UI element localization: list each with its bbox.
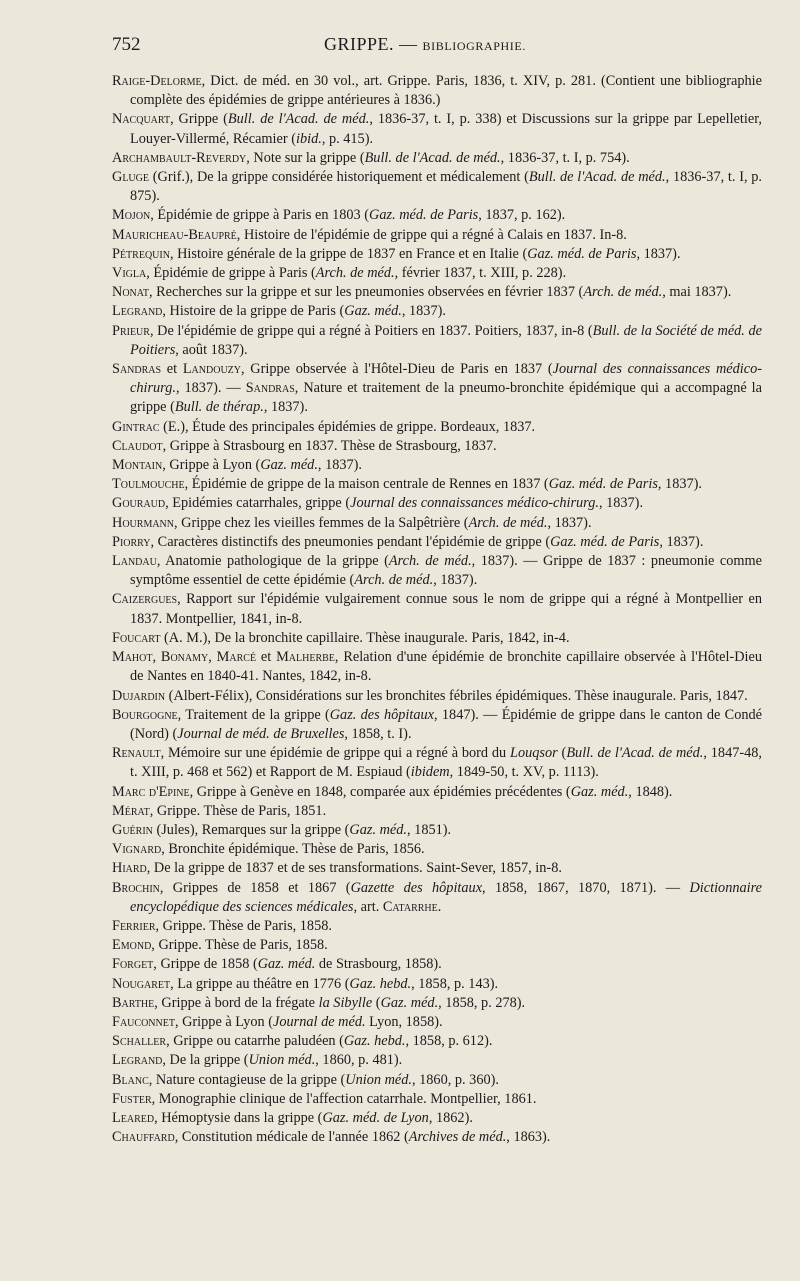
entry-text: (Jules), Remarques sur la grippe ( xyxy=(152,821,350,838)
entry-author: Legrand xyxy=(112,1052,163,1069)
bibliography-entry xyxy=(112,975,762,994)
running-head-separator: — xyxy=(399,34,418,54)
entry-text: , 1848). xyxy=(628,783,673,800)
entry-title: Gaz. méd. de Paris xyxy=(527,245,637,262)
entry-title: Arch. de méd. xyxy=(354,572,434,589)
entry-text: , De la grippe ( xyxy=(162,1052,249,1069)
bibliography-entry xyxy=(112,514,762,533)
bibliography-entry xyxy=(112,859,762,878)
entry-title: Union méd. xyxy=(345,1071,412,1088)
entry-text: (Albert-Félix), Considérations sur les bronchites fébriles épidémiques. Thèse inaugurale. Paris, 1847. xyxy=(165,687,748,704)
entry-text: , Histoire de l'épidémie de grippe qui a régné à Calais en 1837. In-8. xyxy=(236,226,627,243)
bibliography-entry xyxy=(112,783,762,802)
entry-text: , Grippe. Thèse de Paris, 1851. xyxy=(149,802,327,819)
bibliography-entry xyxy=(112,840,762,859)
entry-title: Journal de méd. de Bruxelles xyxy=(177,725,345,742)
entry-text: , art. xyxy=(353,898,383,915)
entry-title: Gaz. méd. de Lyon xyxy=(322,1109,429,1126)
entry-text: , Épidémie de grippe de la maison centrale de Rennes en 1837 ( xyxy=(184,476,549,493)
entry-text: , 1836-37, t. I, p. 875). xyxy=(130,169,763,205)
entry-author: Bourgogne xyxy=(112,706,178,723)
entry-text: , 1836-37, t. I, p. 754). xyxy=(500,149,630,166)
entry-text: , Épidémie de grippe à Paris ( xyxy=(146,265,316,282)
entry-text: , Histoire générale de la grippe de 1837 en France et en Italie ( xyxy=(169,245,528,262)
entry-author: Gluge xyxy=(112,169,149,186)
entry-text: , 1837). xyxy=(636,245,681,262)
entry-text: , Épidémie de grippe à Paris en 1803 ( xyxy=(150,207,370,224)
entry-title: la Sibylle xyxy=(318,994,373,1011)
entry-author: Leared xyxy=(112,1109,155,1126)
entry-text: , Grippes de 1858 et 1867 ( xyxy=(159,879,351,896)
entry-author: Archambault-Reverdy xyxy=(112,149,247,166)
entry-title: Bull. de l'Acad. de méd. xyxy=(528,169,666,186)
entry-text: , Histoire de la grippe de Paris ( xyxy=(162,303,345,320)
entry-author: Piorry xyxy=(112,533,151,550)
entry-author: Barthe xyxy=(112,994,155,1011)
entry-title: Gaz. méd. xyxy=(260,457,318,474)
entry-author: Mahot xyxy=(112,649,153,666)
page-number: 752 xyxy=(112,34,141,55)
entry-text: (A. M.), De la bronchite capillaire. Thèse inaugurale. Paris, 1842, in-4. xyxy=(160,629,570,646)
entry-title: Gaz. hebd. xyxy=(343,1033,406,1050)
bibliography-entry xyxy=(112,456,762,475)
bibliography-entry xyxy=(112,687,762,706)
bibliography-entry xyxy=(112,629,762,648)
bibliography-entry xyxy=(112,1013,762,1032)
entry-title: Bull. de l'Acad. de méd. xyxy=(227,111,370,128)
entry-text: , Grippe de 1858 ( xyxy=(153,956,258,973)
bibliography-entry xyxy=(112,322,762,360)
entry-text: , p. 415). xyxy=(321,130,374,147)
entry-author: Gintrac xyxy=(112,418,160,435)
entry-text: , 1837). xyxy=(433,572,478,589)
entry-author: Montain xyxy=(112,457,163,474)
bibliography-entry xyxy=(112,1128,762,1147)
entry-text: , xyxy=(208,649,217,666)
entry-author: Dujardin xyxy=(112,687,166,704)
entry-author: Raige-Delorme xyxy=(112,73,202,89)
entry-title: Bull. de la Société de méd. de Poitiers xyxy=(130,322,762,358)
entry-title: Journal des connaissances médico-chirurg. xyxy=(350,495,599,512)
entry-title: Archives de méd. xyxy=(408,1129,507,1146)
entry-title: Bull. de l'Acad. de méd. xyxy=(566,745,704,762)
entry-text: , Recherches sur la grippe et sur les pneumonies observées en février 1837 ( xyxy=(149,284,584,301)
entry-author: Bonamy xyxy=(160,649,209,666)
entry-author: Landau xyxy=(112,553,157,570)
entry-text: , Epidémies catarrhales, grippe ( xyxy=(165,495,351,512)
entry-title: Arch. de méd. xyxy=(388,553,472,570)
entry-text: , 1862). xyxy=(428,1109,473,1126)
entry-text: (Grif.), De la grippe considérée historiquement et médicalement ( xyxy=(149,169,529,186)
entry-title: Gaz. méd. xyxy=(349,821,408,838)
entry-text: , Hémoptysie dans la grippe ( xyxy=(154,1109,323,1126)
entry-text: , 1837). xyxy=(263,399,308,416)
entry-author: Mojon xyxy=(112,207,151,224)
entry-author: Schaller xyxy=(112,1033,167,1050)
entry-author: Malherbe xyxy=(276,649,335,666)
entry-text: , xyxy=(201,73,211,89)
bibliography-entry xyxy=(112,149,762,168)
bibliography-entry xyxy=(112,1071,762,1090)
entry-text: , Note sur la grippe ( xyxy=(246,149,365,166)
entry-text: , 1851). xyxy=(407,821,452,838)
bibliography-entry xyxy=(112,1032,762,1051)
entry-text: , Grippe chez les vieilles femmes de la Salpêtrière ( xyxy=(174,514,469,531)
entry-text: et xyxy=(161,361,183,378)
bibliography-entry xyxy=(112,879,762,917)
entry-text: ( xyxy=(372,994,381,1011)
entry-author: Nougaret xyxy=(112,975,171,992)
entry-text: de Strasbourg, 1858). xyxy=(315,956,442,973)
entry-title: Gaz. méd. de Paris xyxy=(548,476,658,493)
entry-author: Fuster xyxy=(112,1090,152,1107)
entry-author: Pétrequin xyxy=(112,245,170,262)
entry-author: Caizergues xyxy=(112,591,178,608)
entry-title: Gaz. méd. xyxy=(344,303,402,320)
bibliography-entry xyxy=(112,437,762,456)
entry-text: , 1863). xyxy=(506,1129,551,1146)
entry-text: , Grippe observée à l'Hôtel-Dieu de Paris en 1837 ( xyxy=(241,361,553,378)
entry-text: , 1837). xyxy=(659,533,704,550)
entry-author: Marcé xyxy=(216,649,257,666)
bibliography-entry xyxy=(112,418,762,437)
bibliography-entry xyxy=(112,936,762,955)
entry-title: Gaz. hebd. xyxy=(349,975,412,992)
entry-author: Blanc xyxy=(112,1071,149,1088)
entry-text: ( xyxy=(557,745,567,762)
entry-text: , février 1837, t. XIII, p. 228). xyxy=(394,265,567,282)
bibliography-entry xyxy=(112,994,762,1013)
entry-text: , Grippe à Genève en 1848, comparée aux épidémies précédentes ( xyxy=(189,783,571,800)
entry-title: Gaz. méd. xyxy=(380,994,439,1011)
running-head-section: BIBLIOGRAPHIE. xyxy=(422,39,526,53)
entry-text: , Grippe à Strasbourg en 1837. Thèse de Strasbourg, 1837. xyxy=(162,437,497,454)
entry-text: , 1837). xyxy=(547,514,592,531)
bibliography-entry xyxy=(112,552,762,590)
running-head-title: GRIPPE. xyxy=(324,34,395,54)
bibliography-entry xyxy=(112,168,762,206)
entry-author: Renault xyxy=(112,745,161,762)
entry-text: , 1837). — Grippe de 1837 : pneumonie comme symptôme essentiel de cette épidémie ( xyxy=(130,553,762,589)
entry-author: Sandras xyxy=(245,380,295,397)
entry-text: , Grippe à Lyon ( xyxy=(162,457,261,474)
entry-author: Chauffard xyxy=(112,1129,175,1146)
entry-title: Union méd. xyxy=(248,1052,316,1069)
entry-author: Legrand xyxy=(112,303,163,320)
entry-text: , 1847-48, t. XIII, p. 468 et 562) et Rapport de M. Espiaud ( xyxy=(130,745,762,781)
entry-text: , Nature contagieuse de la grippe ( xyxy=(148,1071,346,1088)
entry-text: , 1836-37, t. I, p. 338) et Discussions sur la grippe par Lepelletier, Louyer-Villermé, Récamier ( xyxy=(130,111,762,147)
entry-title: Dictionnaire encyclopédique des sciences médicales xyxy=(130,879,762,915)
bibliography-entry xyxy=(112,802,762,821)
bibliography-entry xyxy=(112,245,762,264)
entry-text: . xyxy=(437,898,442,915)
page-header xyxy=(112,34,762,60)
entry-text: , mai 1837). xyxy=(662,284,732,301)
bibliography-entry xyxy=(112,821,762,840)
bibliography-entry xyxy=(112,72,762,110)
entry-text: , Grippe ( xyxy=(170,111,228,128)
bibliography-entry xyxy=(112,494,762,513)
entry-text: , 1858, p. 278). xyxy=(438,994,526,1011)
entry-text: , La grippe au théâtre en 1776 ( xyxy=(170,975,350,992)
entry-title: Arch. de méd. xyxy=(315,265,395,282)
entry-author: Sandras xyxy=(112,361,162,378)
entry-text: , Constitution médicale de l'année 1862 ( xyxy=(174,1129,409,1146)
entry-author: Mauricheau-Beaupré xyxy=(112,226,237,243)
entry-author: Mérat xyxy=(112,802,150,819)
entry-author: Catarrhe xyxy=(382,898,438,915)
entry-title: Bull. de l'Acad. de méd. xyxy=(364,149,501,166)
entry-author: Hiard xyxy=(112,860,147,877)
entry-text: , De la grippe de 1837 et de ses transformations. Saint-Sever, 1857, in-8. xyxy=(146,860,562,877)
entry-title: Gaz. méd. xyxy=(257,956,316,973)
entry-author: Vignard xyxy=(112,841,162,858)
entry-title: Gaz. méd. de Paris xyxy=(550,533,660,550)
entry-text: , xyxy=(152,649,161,666)
entry-text: , Grippe. Thèse de Paris, 1858. xyxy=(155,917,332,934)
bibliography-entry xyxy=(112,706,762,744)
entry-title: Bull. de thérap. xyxy=(174,399,264,416)
entry-title: ibidem xyxy=(410,764,450,781)
entry-text: , 1860, p. 360). xyxy=(411,1071,499,1088)
bibliography-entry xyxy=(112,1090,762,1109)
bibliography-entry xyxy=(112,1109,762,1128)
entry-text: , 1860, p. 481). xyxy=(315,1052,403,1069)
bibliography-entry xyxy=(112,533,762,552)
entry-text: (E.), Étude des principales épidémies de grippe. Bordeaux, 1837. xyxy=(159,418,536,435)
entry-text: , Grippe à Lyon ( xyxy=(174,1013,274,1030)
entry-text: , Mémoire sur une épidémie de grippe qui a régné à bord du xyxy=(160,745,511,762)
entry-text: , Grippe ou catarrhe paludéen ( xyxy=(166,1033,344,1050)
bibliography-entry xyxy=(112,744,762,782)
entry-author: Marc d'Epine xyxy=(112,783,190,800)
bibliography-entry xyxy=(112,302,762,321)
entry-text: , 1858, 1867, 1870, 1871). — xyxy=(482,879,690,896)
entry-author: Hourmann xyxy=(112,514,174,531)
entry-text: , 1837). xyxy=(317,457,362,474)
bibliography-entry xyxy=(112,206,762,225)
bibliography-entry xyxy=(112,648,762,686)
entry-text: , 1858, p. 612). xyxy=(405,1033,493,1050)
entry-author: Nonat xyxy=(112,284,149,301)
entry-author: Brochin xyxy=(112,879,160,896)
bibliography-entry xyxy=(112,360,762,418)
entry-text: , 1837, p. 162). xyxy=(478,207,566,224)
entry-text: , 1837). xyxy=(401,303,446,320)
entry-title: Journal de méd. xyxy=(273,1013,366,1030)
entry-author: Guérin xyxy=(112,821,153,838)
entry-text: , Anatomie pathologique de la grippe ( xyxy=(156,553,389,570)
entry-author: Claudot xyxy=(112,437,163,454)
entry-text: , 1837). xyxy=(657,476,702,493)
entry-text: , Bronchite épidémique. Thèse de Paris, 1856. xyxy=(161,841,425,858)
bibliography-entry xyxy=(112,475,762,494)
entry-text: Dict. de méd. en 30 vol. xyxy=(210,73,356,89)
entry-title: Louqsor xyxy=(510,745,558,762)
entry-text: et xyxy=(256,649,277,666)
entry-text: , De l'épidémie de grippe qui a régné à Poitiers en 1837. Poitiers, 1837, in-8 ( xyxy=(149,322,593,339)
entry-text: Lyon, 1858). xyxy=(365,1013,443,1030)
bibliography-entry xyxy=(112,110,762,148)
running-head xyxy=(324,34,526,55)
entry-author: Fauconnet xyxy=(112,1013,175,1030)
bibliography-list xyxy=(112,72,762,1147)
entry-author: Foucart xyxy=(112,629,161,646)
entry-author: Ferrier xyxy=(112,917,156,934)
entry-title: Gazette des hôpitaux xyxy=(350,879,483,896)
entry-text: , 1837). xyxy=(598,495,644,512)
entry-title: Arch. de méd. xyxy=(468,514,548,531)
entry-text: , Monographie clinique de l'affection catarrhale. Montpellier, 1861. xyxy=(151,1090,537,1107)
entry-text: , Relation d'une épidémie de bronchite capillaire observée à l'Hôtel-Dieu de Nantes en 1840-41. Nantes, 1842, in-8. xyxy=(130,649,762,685)
entry-text: , 1837). — xyxy=(175,380,246,397)
bibliography-entry xyxy=(112,1051,762,1070)
bibliography-entry xyxy=(112,955,762,974)
entry-text: , 1849-50, t. XV, p. 1113). xyxy=(449,764,599,781)
entry-title: Gaz. méd. xyxy=(570,783,629,800)
entry-author: Gouraud xyxy=(112,495,166,512)
entry-title: ibid. xyxy=(295,130,322,147)
entry-title: Journal des connaissances médico-chirurg. xyxy=(130,361,762,397)
entry-text: , août 1837). xyxy=(175,341,248,358)
entry-text: , art. Grippe. Paris, 1836, t. XIV, p. 281. (Contient une bibliographie complète des épidémies de grippe antérieures à 1836.) xyxy=(130,73,762,109)
entry-text: , Caractères distinctifs des pneumonies pendant l'épidémie de grippe ( xyxy=(150,533,551,550)
entry-title: Gaz. méd. de Paris xyxy=(369,207,479,224)
entry-title: Arch. de méd. xyxy=(583,284,663,301)
entry-author: Nacquart xyxy=(112,111,171,128)
entry-author: Prieur xyxy=(112,322,150,339)
entry-author: Forget xyxy=(112,956,154,973)
entry-text: , 1858, p. 143). xyxy=(411,975,499,992)
bibliography-entry xyxy=(112,590,762,628)
entry-text: , 1858, t. I). xyxy=(344,725,412,742)
bibliography-entry xyxy=(112,264,762,283)
entry-author: Emond xyxy=(112,937,152,954)
entry-text: , Traitement de la grippe ( xyxy=(177,706,330,723)
entry-author: Landouzy xyxy=(182,361,241,378)
entry-text: , 1847). — Épidémie de grippe dans le canton de Condé (Nord) ( xyxy=(130,706,762,742)
entry-text: , Nature et traitement de la pneumo-bronchite épidémique qui a accompagné la grippe ( xyxy=(130,380,762,416)
bibliography-entry xyxy=(112,283,762,302)
entry-author: Toulmouche xyxy=(112,476,185,493)
entry-text: , Grippe à bord de la frégate xyxy=(154,994,319,1011)
bibliography-entry xyxy=(112,917,762,936)
bibliography-entry xyxy=(112,226,762,245)
entry-text: , Rapport sur l'épidémie vulgairement connue sous le nom de grippe qui a régné à Montpellier en 1837. Montpellier, 1841, in-8. xyxy=(130,591,762,627)
entry-title: Gaz. des hôpitaux xyxy=(329,706,435,723)
entry-author: Vigla xyxy=(112,265,147,282)
entry-text: , Grippe. Thèse de Paris, 1858. xyxy=(151,937,328,954)
